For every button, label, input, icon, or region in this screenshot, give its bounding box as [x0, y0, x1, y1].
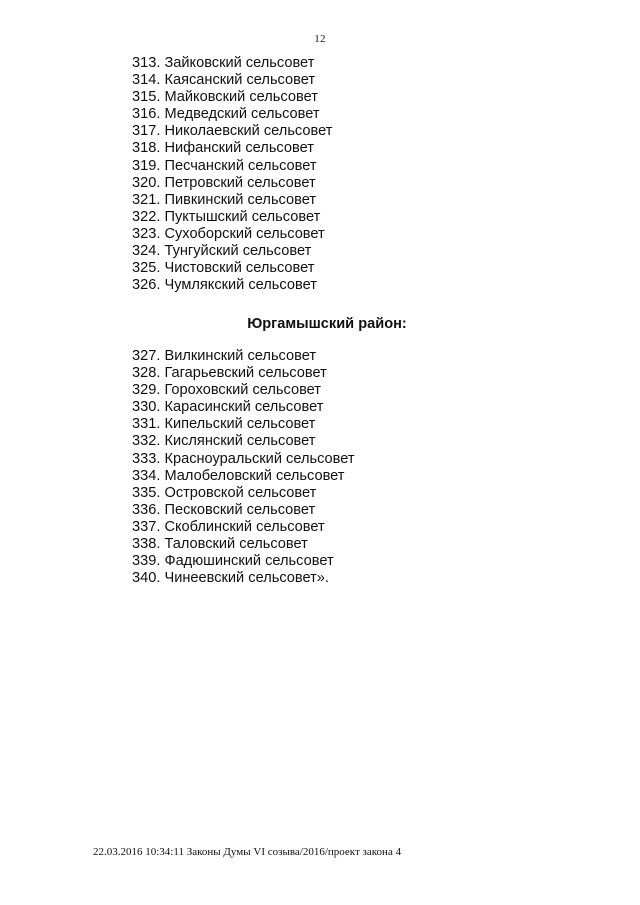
- item-number: 318.: [132, 140, 161, 157]
- item-name: Малобеловский сельсовет: [164, 467, 345, 484]
- list-item: [132, 553, 355, 570]
- list-item: [132, 123, 332, 140]
- item-name: Зайковский сельсовет: [164, 55, 315, 71]
- item-name: Медведский сельсовет: [164, 106, 320, 123]
- item-number: 325.: [132, 260, 161, 277]
- item-number: 330.: [132, 399, 161, 416]
- item-name: Чинеевский сельсовет».: [164, 570, 329, 587]
- item-number: 331.: [132, 416, 161, 433]
- document-footer: 22.03.2016 10:34:11 Законы Думы VI созыва/2016/проект закона 4: [93, 846, 402, 858]
- item-name: Фадюшинский сельсовет: [164, 553, 334, 570]
- list-item: [132, 519, 355, 536]
- list-item: [132, 451, 355, 468]
- item-number: 333.: [132, 450, 161, 467]
- item-name: Петровский сельсовет: [164, 174, 316, 191]
- item-number: 316.: [132, 106, 161, 123]
- item-number: 315.: [132, 89, 161, 106]
- item-name: Песковский сельсовет: [164, 501, 316, 518]
- list-item: [132, 536, 355, 553]
- item-name: Таловский сельсовет: [164, 536, 308, 553]
- list-item: [132, 502, 355, 519]
- item-name: Николаевский сельсовет: [164, 123, 333, 140]
- list-item: [132, 277, 332, 294]
- item-number: 313.: [132, 55, 161, 71]
- list-item: [132, 468, 355, 485]
- item-name: Вилкинский сельсовет: [164, 348, 317, 364]
- list-item: [132, 382, 355, 399]
- item-number: 322.: [132, 208, 161, 225]
- item-number: 337.: [132, 518, 161, 535]
- item-number: 338.: [132, 536, 161, 553]
- list-item: [132, 55, 332, 72]
- item-name: Кипельский сельсовет: [164, 416, 316, 433]
- list-item: [132, 89, 332, 106]
- item-name: Тунгуйский сельсовет: [164, 243, 312, 260]
- item-number: 320.: [132, 174, 161, 191]
- list-item: [132, 416, 355, 433]
- list-item: [132, 209, 332, 226]
- list-item: [132, 226, 332, 243]
- list-item: [132, 433, 355, 450]
- list-item: [132, 243, 332, 260]
- item-name: Чистовский сельсовет: [164, 260, 315, 277]
- list-item: [132, 158, 332, 175]
- item-name: Кислянский сельсовет: [164, 433, 316, 450]
- item-number: 328.: [132, 365, 161, 382]
- item-name: Каясанский сельсовет: [164, 72, 316, 89]
- item-name: Пивкинский сельсовет: [164, 191, 317, 208]
- item-name: Гагарьевский сельсовет: [164, 365, 327, 382]
- list-item: [132, 399, 355, 416]
- selsovet-list-continued: [132, 55, 332, 294]
- item-number: 335.: [132, 484, 161, 501]
- selsovet-list-yurgamysh: [132, 348, 355, 587]
- item-name: Карасинский сельсовет: [164, 399, 324, 416]
- item-name: Красноуральский сельсовет: [164, 450, 355, 467]
- page-number: 12: [314, 33, 326, 45]
- district-heading: Юргамышский район:: [247, 316, 407, 332]
- item-name: Чумлякский сельсовет: [164, 277, 317, 294]
- list-item: [132, 72, 332, 89]
- list-item: [132, 570, 355, 587]
- item-number: 334.: [132, 467, 161, 484]
- item-number: 326.: [132, 277, 161, 294]
- list-item: [132, 260, 332, 277]
- item-number: 329.: [132, 382, 161, 399]
- item-number: 323.: [132, 225, 161, 242]
- list-item: [132, 140, 332, 157]
- item-name: Нифанский сельсовет: [164, 140, 314, 157]
- list-item: [132, 348, 355, 365]
- item-number: 324.: [132, 243, 161, 260]
- item-name: Гороховский сельсовет: [164, 382, 321, 399]
- item-name: Сухоборский сельсовет: [164, 225, 325, 242]
- list-item: [132, 192, 332, 209]
- item-name: Скоблинский сельсовет: [164, 518, 325, 535]
- item-name: Островской сельсовет: [164, 484, 317, 501]
- item-number: 332.: [132, 433, 161, 450]
- item-number: 339.: [132, 553, 161, 570]
- item-name: Майковский сельсовет: [164, 89, 318, 106]
- item-number: 340.: [132, 570, 161, 587]
- item-number: 317.: [132, 123, 161, 140]
- list-item: [132, 365, 355, 382]
- list-item: [132, 175, 332, 192]
- list-item: [132, 106, 332, 123]
- item-name: Пуктышский сельсовет: [164, 208, 321, 225]
- item-name: Песчанский сельсовет: [164, 157, 317, 174]
- item-number: 319.: [132, 157, 161, 174]
- item-number: 336.: [132, 501, 161, 518]
- item-number: 321.: [132, 191, 161, 208]
- item-number: 314.: [132, 72, 161, 89]
- item-number: 327.: [132, 348, 161, 364]
- list-item: [132, 485, 355, 502]
